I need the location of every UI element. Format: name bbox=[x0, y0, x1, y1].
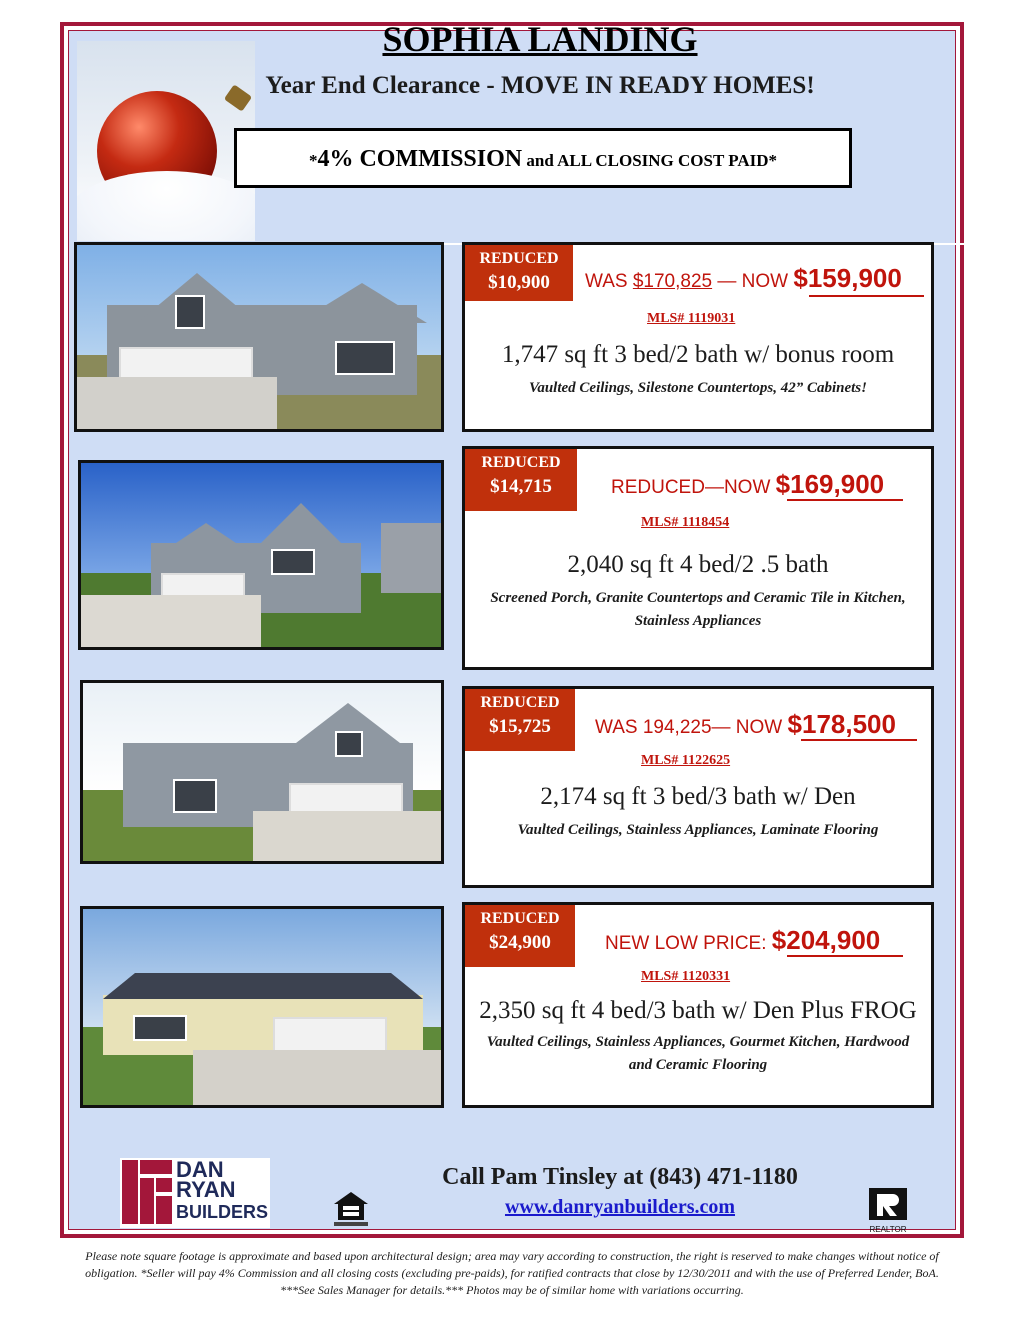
mls-2: MLS# 1118454 bbox=[641, 515, 730, 530]
dan-ryan-builders-logo: DAN RYAN BUILDERS bbox=[120, 1158, 270, 1228]
reduced-badge-2: REDUCED $14,715 bbox=[465, 449, 577, 511]
features-4: Vaulted Ceilings, Stainless Appliances, Gourmet Kitchen, Hardwood and Ceramic Flooring bbox=[486, 1034, 910, 1073]
price-line-4: NEW LOW PRICE: $204,900 bbox=[605, 925, 881, 955]
listing-card-3 bbox=[462, 686, 934, 888]
disclaimer: Please note square footage is approximate and based upon architectural design; area may vary according to construction, the right is reserved to make changes without notice of obligation. *Seller will pay 4% Commission and all closing costs (excluding pre-paids), for ratified contracts that close by 12/30/2011 and with the use of Preferred Lender, BoA. ***See Sales Manager for details.*** Photos may be of similar home with variations occurring. bbox=[85, 1249, 939, 1297]
price-4: $204,900 bbox=[771, 925, 881, 955]
reduced-badge-3: REDUCED $15,725 bbox=[465, 689, 575, 751]
commission-asterisk: * bbox=[308, 151, 318, 170]
realtor-label: REALTOR bbox=[869, 1225, 907, 1234]
reduced-badge-1: REDUCED $10,900 bbox=[465, 245, 573, 301]
house-photo-3 bbox=[80, 680, 444, 864]
price-2: $169,900 bbox=[775, 469, 885, 499]
price-line-3: WAS 194,225— NOW $178,500 bbox=[595, 709, 896, 739]
realtor-logo bbox=[865, 1188, 911, 1234]
sqft-1: 1,747 sq ft 3 bed/2 bath w/ bonus room bbox=[501, 341, 895, 368]
price-line-1: WAS $170,825 — NOW $159,900 bbox=[585, 263, 902, 293]
features-3: Vaulted Ceilings, Stainless Appliances, Laminate Flooring bbox=[517, 822, 879, 838]
mls-1: MLS# 1119031 bbox=[647, 311, 736, 326]
sqft-2: 2,040 sq ft 4 bed/2 .5 bath bbox=[567, 551, 829, 578]
sqft-3: 2,174 sq ft 3 bed/3 bath w/ Den bbox=[540, 783, 856, 810]
contact-line: Call Pam Tinsley at (843) 471-1180 bbox=[442, 1164, 798, 1190]
mls-3: MLS# 1122625 bbox=[641, 753, 731, 768]
commission-banner bbox=[234, 128, 852, 188]
realtor-icon bbox=[865, 1188, 911, 1220]
features-1: Vaulted Ceilings, Silestone Countertops, 42” Cabinets! bbox=[529, 380, 867, 396]
mls-4: MLS# 1120331 bbox=[641, 969, 731, 984]
equal-housing-icon bbox=[332, 1190, 370, 1228]
page-subtitle: Year End Clearance - MOVE IN READY HOMES! bbox=[265, 72, 815, 99]
listing-card-2 bbox=[462, 446, 934, 670]
listing-card-4 bbox=[462, 902, 934, 1108]
page-title: SOPHIA LANDING bbox=[382, 19, 698, 59]
reduced-badge-4: REDUCED $24,900 bbox=[465, 905, 575, 967]
features-2: Screened Porch, Granite Countertops and Ceramic Tile in Kitchen, Stainless Appliances bbox=[490, 590, 906, 629]
listing-card-1 bbox=[462, 242, 934, 432]
snow bbox=[77, 171, 255, 241]
price-line-2: REDUCED—NOW $169,900 bbox=[611, 469, 885, 499]
commission-main: 4% COMMISSION bbox=[317, 146, 523, 172]
house-photo-1 bbox=[74, 242, 444, 432]
commission-rest: and ALL CLOSING COST PAID* bbox=[522, 151, 778, 170]
price-1: $159,900 bbox=[793, 263, 902, 293]
price-3: $178,500 bbox=[787, 709, 896, 739]
house-photo-4 bbox=[80, 906, 444, 1108]
sqft-4: 2,350 sq ft 4 bed/3 bath w/ Den Plus FROG bbox=[479, 997, 917, 1024]
website-link[interactable]: www.danryanbuilders.com bbox=[504, 1196, 736, 1218]
christmas-ornament-photo bbox=[77, 41, 255, 241]
house-photo-2 bbox=[78, 460, 444, 650]
